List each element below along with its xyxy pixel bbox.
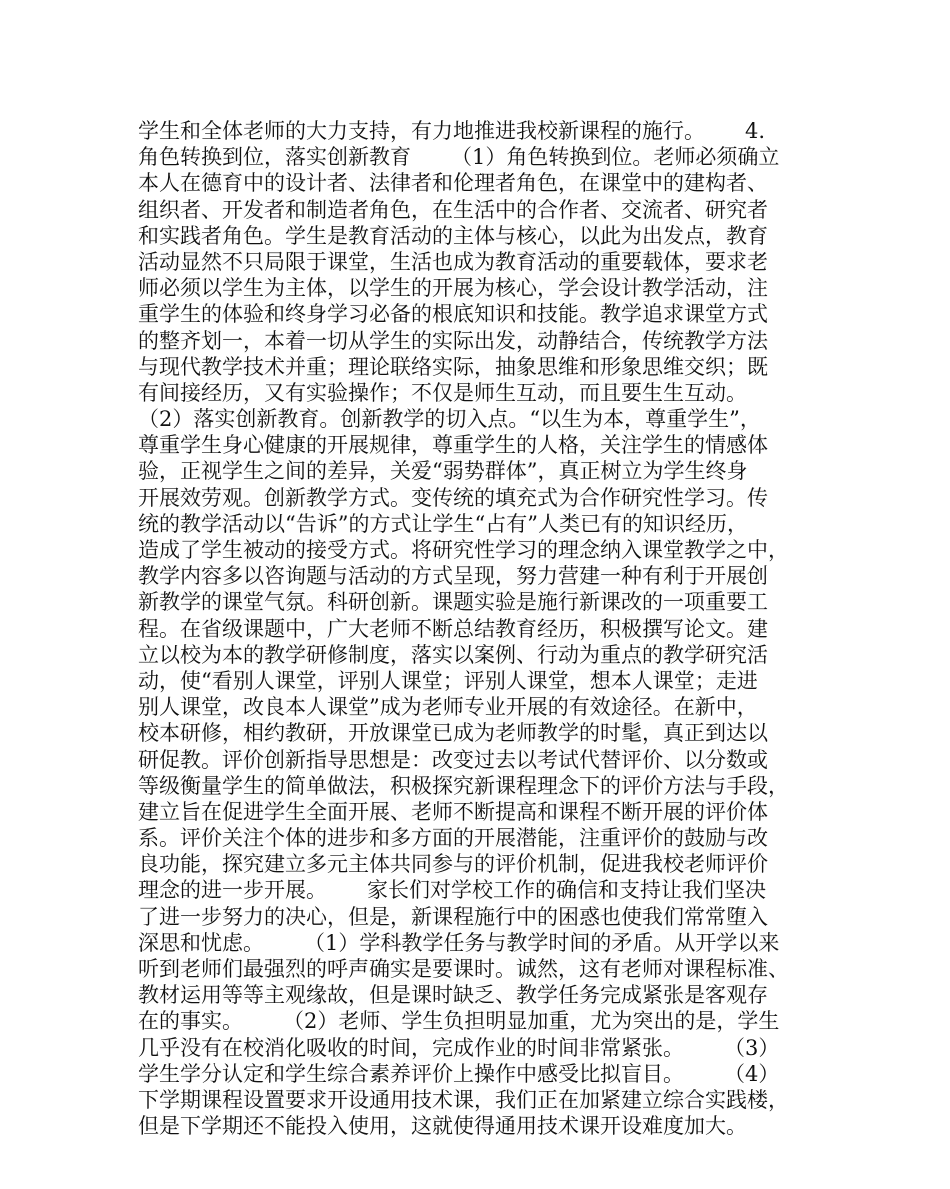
- text-line: 教学内容多以咨询题与活动的方式呈现，努力营建一种有利于开展创: [138, 564, 768, 589]
- text-line: 重学生的体验和终身学习必备的根底知识和技能。教学追求课堂方式: [138, 302, 768, 327]
- text-line: 尊重学生身心健康的开展规律，尊重学生的人格，关注学生的情感体: [138, 433, 768, 458]
- text-line: 角色转换到位，落实创新教育 （1）角色转换到位。老师必须确立: [138, 145, 780, 170]
- text-line: 和实践者角色。学生是教育活动的主体与核心，以此为出发点，教育: [138, 223, 768, 248]
- text-line: 了进一步努力的决心，但是，新课程施行中的困惑也使我们常常堕入: [138, 904, 768, 929]
- text-line: 统的教学活动以“告诉”的方式让学生“占有”人类已有的知识经历，: [138, 511, 748, 536]
- text-line: 教材运用等等主观缘故，但是课时缺乏、教学任务完成紧张是客观存: [138, 983, 768, 1008]
- text-line: 深思和忧虑。 （1）学科教学任务与教学时间的矛盾。从开学以来: [138, 930, 780, 955]
- text-line: 的整齐划一，本着一切从学生的实际出发，动静结合，传统教学方法: [138, 328, 768, 353]
- text-line: 师必须以学生为主体，以学生的开展为核心，学会设计教学活动，注: [138, 276, 768, 301]
- text-line: 建立旨在促进学生全面开展、老师不断提高和课程不断开展的评价体: [138, 799, 768, 824]
- text-line: 研促教。评价创新指导思想是：改变过去以考试代替评价、以分数或: [138, 747, 768, 772]
- text-line: 良功能，探究建立多元主体共同参与的评价机制，促进我校老师评价: [138, 852, 768, 877]
- text-line: 等级衡量学生的简单做法，积极探究新课程理念下的评价方法与手段，: [138, 773, 789, 798]
- text-line: 下学期课程设置要求开设通用技术课，我们正在加紧建立综合实践楼，: [138, 1087, 789, 1112]
- text-line: 系。评价关注个体的进步和多方面的开展潜能，注重评价的鼓励与改: [138, 826, 768, 851]
- text-line: 学生和全体老师的大力支持，有力地推进我校新课程的施行。 4.: [138, 119, 766, 143]
- text-line: 有间接经历，又有实验操作；不仅是师生互动，而且要生生互动。: [138, 380, 747, 405]
- text-line: 程。在省级课题中，广大老师不断总结教育经历，积极撰写论文。建: [138, 616, 768, 641]
- text-line: 几乎没有在校消化吸收的时间，完成作业的时间非常紧张。 （3）: [138, 1035, 780, 1060]
- text-line: 造成了学生被动的接受方式。将研究性学习的理念纳入课堂教学之中，: [138, 538, 789, 562]
- text-line: 与现代教学技术并重；理论联络实际，抽象思维和形象思维交织；既: [138, 354, 768, 379]
- document-body-text: [138, 118, 818, 1139]
- text-line: 验，正视学生之间的差异，关爱“弱势群体”，真正树立为学生终身: [138, 459, 748, 484]
- text-line: 本人在德育中的设计者、法律者和伦理者角色，在课堂中的建构者、: [138, 171, 768, 196]
- text-line: 学生学分认定和学生综合素养评价上操作中感受比拟盲目。 （4）: [138, 1061, 780, 1086]
- text-line: 动，使“看别人课堂，评别人课堂；评别人课堂，想本人课堂；走进: [138, 668, 758, 693]
- text-line: 理念的进一步开展。 家长们对学校工作的确信和支持让我们坚决: [138, 878, 767, 903]
- text-line: 但是下学期还不能投入使用，这就使得通用技术课开设难度加大。: [138, 1114, 747, 1139]
- text-line: 组织者、开发者和制造者角色，在生活中的合作者、交流者、研究者: [138, 197, 768, 222]
- text-line: 开展效劳观。创新教学方式。变传统的填充式为合作研究性学习。传: [138, 485, 768, 510]
- text-line: （2）落实创新教育。创新教学的切入点。“以生为本，尊重学生”，: [138, 407, 761, 432]
- text-line: 听到老师们最强烈的呼声确实是要课时。诚然，这有老师对课程标准、: [138, 957, 789, 981]
- text-line: 活动显然不只局限于课堂，生活也成为教育活动的重要载体，要求老: [138, 249, 768, 274]
- text-line: 校本研修，相约教研，开放课堂已成为老师教学的时髦，真正到达以: [138, 721, 768, 746]
- text-line: 新教学的课堂气氛。科研创新。课题实验是施行新课改的一项重要工: [138, 590, 768, 615]
- text-line: 在的事实。 （2）老师、学生负担明显加重，尤为突出的是，学生: [138, 1009, 780, 1034]
- text-line: 别人课堂，改良本人课堂”成为老师专业开展的有效途径。在新中，: [138, 695, 758, 720]
- text-line: 立以校为本的教学研修制度，落实以案例、行动为重点的教学研究活: [138, 642, 768, 667]
